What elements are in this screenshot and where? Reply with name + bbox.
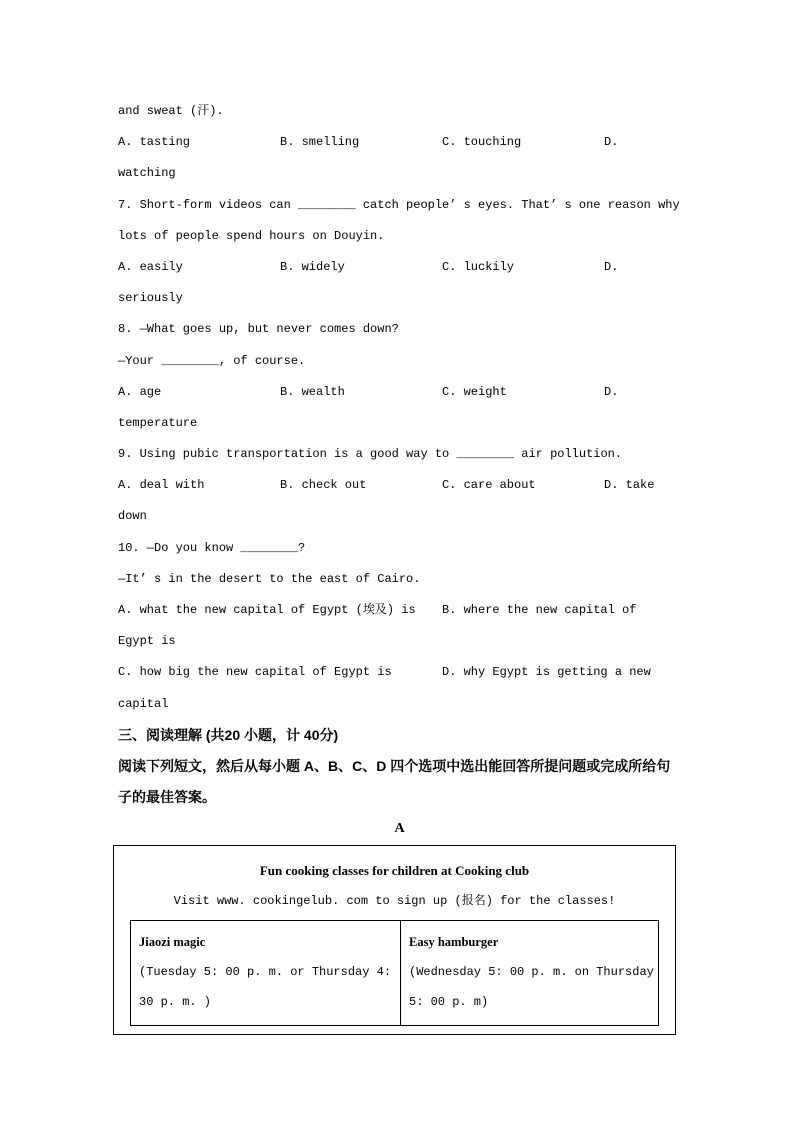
- text-segment: C. luckily: [442, 259, 515, 274]
- text-segment: D. take: [604, 478, 655, 493]
- text-segment: 三、阅读理解 (共20 小题，计 40分): [118, 726, 339, 743]
- text-line: [118, 127, 681, 158]
- text-line: [118, 377, 681, 408]
- table-cell-jiaozi-magic: [131, 921, 401, 1025]
- text-line: [118, 782, 681, 813]
- text-line: [118, 283, 681, 314]
- text-segment: 7. Short-form videos can ________ catch people’ s eyes. That’ s one reason why: [118, 197, 680, 212]
- text-segment: 9. Using pubic transportation is a good way to ________ air pollution.: [118, 447, 623, 462]
- text-segment: down: [118, 509, 147, 524]
- text-segment: 10. —Do you know ________?: [118, 540, 306, 555]
- text-line: [118, 626, 681, 657]
- cell-text-line: (Wednesday 5: 00 p. m. on Thursday: [409, 964, 654, 979]
- exam-page-content: [118, 96, 681, 1035]
- text-line: [118, 564, 681, 595]
- cell-text-line: (Tuesday 5: 00 p. m. or Thursday 4:: [139, 964, 392, 979]
- text-segment: watching: [118, 166, 176, 181]
- text-line: [118, 439, 681, 470]
- text-segment: D.: [604, 259, 619, 274]
- text-line: [118, 689, 681, 720]
- text-line: [118, 314, 681, 345]
- cooking-classes-table: [113, 845, 676, 1035]
- text-segment: C. weight: [442, 384, 507, 399]
- text-segment: 阅读下列短文，然后从每小题 A、B、C、D 四个选项中选出能回答所提问题或完成所给句: [118, 757, 671, 774]
- text-segment: B. smelling: [280, 135, 360, 150]
- table-cell-easy-hamburger: [401, 921, 662, 1025]
- text-line: [118, 470, 681, 501]
- text-segment: C. how big the new capital of Egypt is: [118, 665, 392, 680]
- text-line: [118, 751, 681, 782]
- text-segment: Egypt is: [118, 634, 176, 649]
- text-line: [118, 252, 681, 283]
- text-segment: A. tasting: [118, 135, 191, 150]
- text-segment: D.: [604, 384, 619, 399]
- cell-text-line: 30 p. m. ): [139, 994, 212, 1009]
- text-line: [118, 657, 681, 688]
- text-line: [118, 96, 681, 127]
- text-line: [118, 221, 681, 252]
- text-segment: 8. —What goes up, but never comes down?: [118, 322, 399, 337]
- cell-text-line: 5: 00 p. m): [409, 994, 489, 1009]
- text-segment: A. deal with: [118, 478, 205, 493]
- text-segment: C. touching: [442, 135, 522, 150]
- table-title: Fun cooking classes for children at Cooking club: [259, 862, 530, 878]
- text-segment: D.: [604, 135, 619, 150]
- text-segment: A. what the new capital of Egypt (埃及) is: [118, 603, 416, 617]
- text-segment: B. check out: [280, 478, 367, 493]
- text-segment: —Your ________, of course.: [118, 353, 306, 368]
- text-segment: temperature: [118, 415, 198, 430]
- cell-title: Easy hamburger: [409, 934, 499, 949]
- text-line: [118, 720, 681, 751]
- text-segment: B. wealth: [280, 384, 345, 399]
- text-line: [118, 595, 681, 626]
- text-line: [118, 158, 681, 189]
- text-segment: D. why Egypt is getting a new: [442, 665, 651, 680]
- text-segment: C. care about: [442, 478, 536, 493]
- text-segment: 子的最佳答案。: [118, 789, 216, 806]
- text-line: [118, 533, 681, 564]
- text-line: [118, 813, 681, 844]
- text-segment: seriously: [118, 291, 183, 306]
- question-lines: [118, 96, 681, 845]
- text-segment: lots of people spend hours on Douyin.: [118, 228, 385, 243]
- text-segment: B. widely: [280, 259, 345, 274]
- text-segment: A: [394, 821, 405, 837]
- text-segment: and sweat (汗).: [118, 104, 224, 118]
- text-line: [118, 408, 681, 439]
- cell-title: Jiaozi magic: [139, 934, 206, 949]
- text-segment: —It’ s in the desert to the east of Cairo.: [118, 571, 421, 586]
- text-segment: A. age: [118, 384, 162, 399]
- table-grid: [130, 920, 659, 1026]
- table-subtitle: Visit www. cookingelub. com to sign up (报名) for the classes!: [173, 893, 616, 908]
- text-segment: capital: [118, 696, 169, 711]
- text-segment: B. where the new capital of: [442, 603, 637, 617]
- text-segment: A. easily: [118, 259, 183, 274]
- text-line: [118, 501, 681, 532]
- text-line: [118, 190, 681, 221]
- text-line: [118, 346, 681, 377]
